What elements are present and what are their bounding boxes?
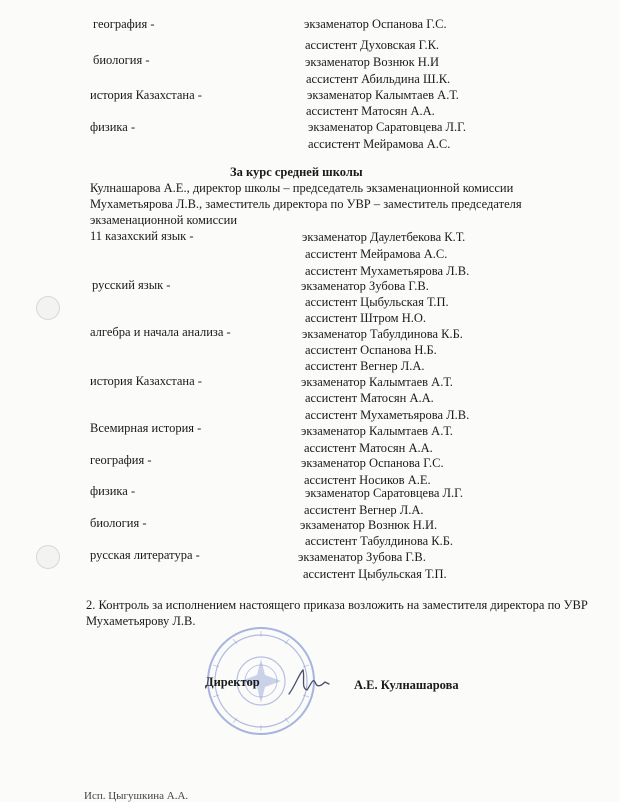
signature-title: Директор (205, 675, 260, 689)
examiner-entry: экзаменатор Даулетбекова К.Т. (302, 230, 466, 244)
assistant-entry: ассистент Мейрамова А.С. (305, 247, 448, 261)
subject-label: физика - (90, 120, 136, 134)
assistant-entry: ассистент Цыбульская Т.П. (305, 295, 449, 309)
examiner-entry: экзаменатор Саратовцева Л.Г. (308, 120, 467, 134)
assistant-entry: ассистент Оспанова Н.Б. (305, 343, 437, 357)
examiner-entry: экзаменатор Табулдинова К.Б. (302, 327, 463, 341)
signature-name: А.Е. Кулнашарова (354, 678, 459, 692)
assistant-entry: ассистент Матосян А.А. (305, 391, 434, 405)
subject-label: русская литература - (90, 548, 200, 562)
subject-label: история Казахстана - (90, 374, 202, 388)
assistant-entry: ассистент Духовская Г.К. (305, 38, 440, 52)
examiner-entry: экзаменатор Калымтаев А.Т. (307, 88, 459, 102)
subject-label: история Казахстана - (90, 88, 202, 102)
clause-2-line-1: 2. Контроль за исполнением настоящего приказа возложить на заместителя директора по УВР (86, 598, 588, 612)
examiner-entry: экзаменатор Оспанова Г.С. (301, 456, 444, 470)
examiner-entry: экзаменатор Калымтаев А.Т. (301, 424, 453, 438)
subject-label: алгебра и начала анализа - (90, 325, 231, 339)
examiner-entry: экзаменатор Зубова Г.В. (298, 550, 426, 564)
assistant-entry: ассистент Матосян А.А. (304, 441, 433, 455)
assistant-entry: ассистент Мейрамова А.С. (308, 137, 451, 151)
subject-label: Всемирная история - (90, 421, 202, 435)
examiner-entry: экзаменатор Саратовцева Л.Г. (305, 486, 464, 500)
assistant-entry: ассистент Абильдина Ш.К. (306, 72, 451, 86)
subject-label: география - (90, 453, 152, 467)
assistant-entry: ассистент Мухаметьярова Л.В. (305, 264, 470, 278)
assistant-entry: ассистент Мухаметьярова Л.В. (305, 408, 470, 422)
intro-line-1: Кулнашарова А.Е., директор школы – председатель экзаменационной комиссии (90, 181, 514, 195)
director-signature (285, 664, 333, 700)
examiner-entry: экзаменатор Зубова Г.В. (301, 279, 429, 293)
punch-hole-top (36, 296, 60, 320)
subject-label: биология - (90, 516, 147, 530)
assistant-entry: ассистент Матосян А.А. (306, 104, 435, 118)
subject-label: география - (93, 17, 155, 31)
assistant-entry: ассистент Вегнер Л.А. (305, 359, 425, 373)
section-heading: За курс средней школы (230, 165, 363, 179)
assistant-entry: ассистент Вегнер Л.А. (304, 503, 424, 517)
examiner-entry: экзаменатор Калымтаев А.Т. (301, 375, 453, 389)
assistant-entry: ассистент Штром Н.О. (305, 311, 426, 325)
clause-2-line-2: Мухаметьярову Л.В. (86, 614, 196, 628)
subject-label: 11 казахский язык - (90, 229, 194, 243)
assistant-entry: ассистент Носиков А.Е. (304, 473, 431, 487)
assistant-entry: ассистент Табулдинова К.Б. (305, 534, 454, 548)
footer-note: Исп. Цыгушкина А.А. (84, 790, 189, 802)
intro-line-2: Мухаметьярова Л.В., заместитель директора по УВР – заместитель председателя (90, 197, 522, 211)
punch-hole-bottom (36, 545, 60, 569)
subject-label: русский язык - (92, 278, 171, 292)
intro-line-3: экзаменационной комиссии (90, 213, 238, 227)
subject-label: физика - (90, 484, 136, 498)
subject-label: биология - (93, 53, 150, 67)
examiner-entry: экзаменатор Вознюк Н.И (305, 55, 439, 69)
examiner-entry: экзаменатор Оспанова Г.С. (304, 17, 447, 31)
examiner-entry: экзаменатор Вознюк Н.И. (300, 518, 438, 532)
assistant-entry: ассистент Цыбульская Т.П. (303, 567, 447, 581)
